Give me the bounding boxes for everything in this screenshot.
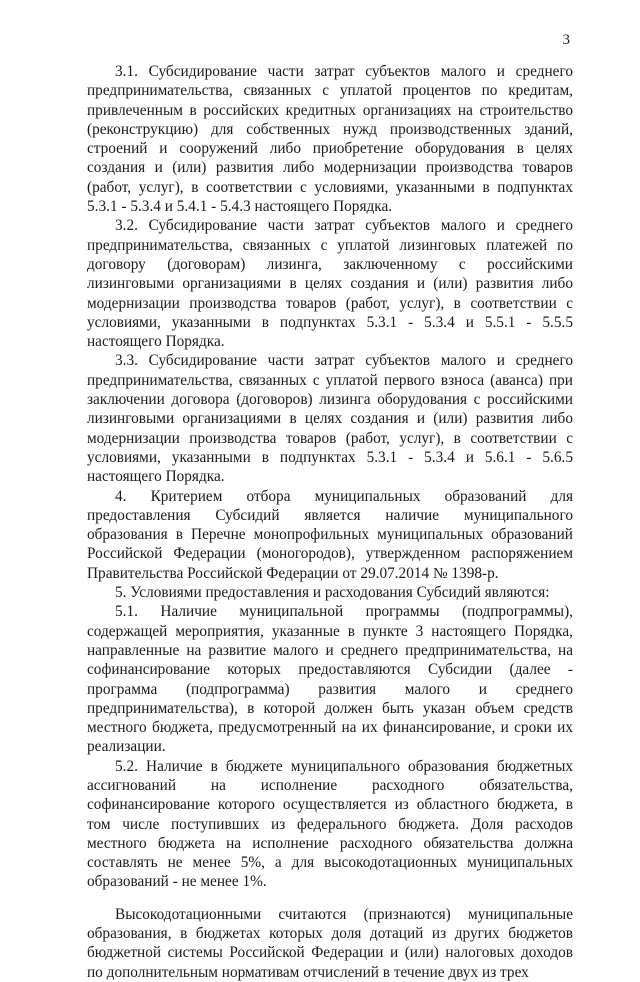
page-number: 3 [562, 32, 570, 48]
paragraph-5-1: 5.1. Наличие муниципальной программы (подпрограммы), содержащей мероприятия, указанные в пункте 3 настоящего Порядка, направленные на развитие малого и среднего предпринимательства, на софинансирование которых предоставляются Субсидии (далее - программа (подпрограмма) развития малого и среднего предпринимательства), в которой должен быть указан объем средств местного бюджета, предусмотренный на их финансирование, и сроки их реализации. [87, 603, 573, 756]
paragraph-5-2: 5.2. Наличие в бюджете муниципального образования бюджетных ассигнований на исполнение расходного обязательства, софинансирование которого осуществляется из областного бюджета, в том числе поступивших из федерального бюджета. Доля расходов местного бюджета на исполнение расходного обязательства должна составлять не менее 5%, а для высокодотационных муниципальных образований - не менее 1%. [87, 757, 573, 891]
paragraph-high-subsidy: Высокодотационными считаются (признаются) муниципальные образования, в бюджетах которых доля дотаций из других бюджетов бюджетной системы Российской Федерации и (или) налоговых доходов по дополнительным нормативам отчислений в течение двух из трех [87, 905, 573, 981]
paragraph-5: 5. Условиями предоставления и расходования Субсидий являются: [115, 584, 550, 602]
paragraph-4: 4. Критерием отбора муниципальных образований для предоставления Субсидий является наличие муниципального образования в Перечне монопрофильных муниципальных образований Российской Федерации (моногородов), утвержденном распоряжением Правительства Российской Федерации от 29.07.2014 № 1398-р. [87, 487, 573, 582]
paragraph-3-2: 3.2. Субсидирование части затрат субъектов малого и среднего предпринимательства, связанных с уплатой лизинговых платежей по договору (договорам) лизинга, заключенному с российскими лизинговыми организациями в целях создания и (или) развития либо модернизации производства товаров (работ, услуг), в соответствии с условиями, указанными в подпунктах 5.3.1 - 5.3.4 и 5.5.1 - 5.5.5 настоящего Порядка. [87, 217, 573, 351]
paragraph-3-1: 3.1. Субсидирование части затрат субъектов малого и среднего предпринимательства, связанных с уплатой процентов по кредитам, привлеченным в российских кредитных организациях на строительство (реконструкцию) для собственных нужд производственных зданий, строений и сооружений либо приобретение оборудования в целях создания и (или) развития либо модернизации производства товаров (работ, услуг), в соответствии с условиями, указанными в подпунктах 5.3.1 - 5.3.4 и 5.4.1 - 5.4.3 настоящего Порядка. [87, 63, 573, 216]
paragraph-3-3: 3.3. Субсидирование части затрат субъектов малого и среднего предпринимательства, связанных с уплатой первого взноса (аванса) при заключении договора (договоров) лизинга оборудования с российскими лизинговыми организациями в целях создания и (или) развития либо модернизации производства товаров (работ, услуг), в соответствии с условиями, указанными в подпунктах 5.3.1 - 5.3.4 и 5.6.1 - 5.6.5 настоящего Порядка. [87, 352, 573, 486]
document-body [87, 62, 573, 982]
